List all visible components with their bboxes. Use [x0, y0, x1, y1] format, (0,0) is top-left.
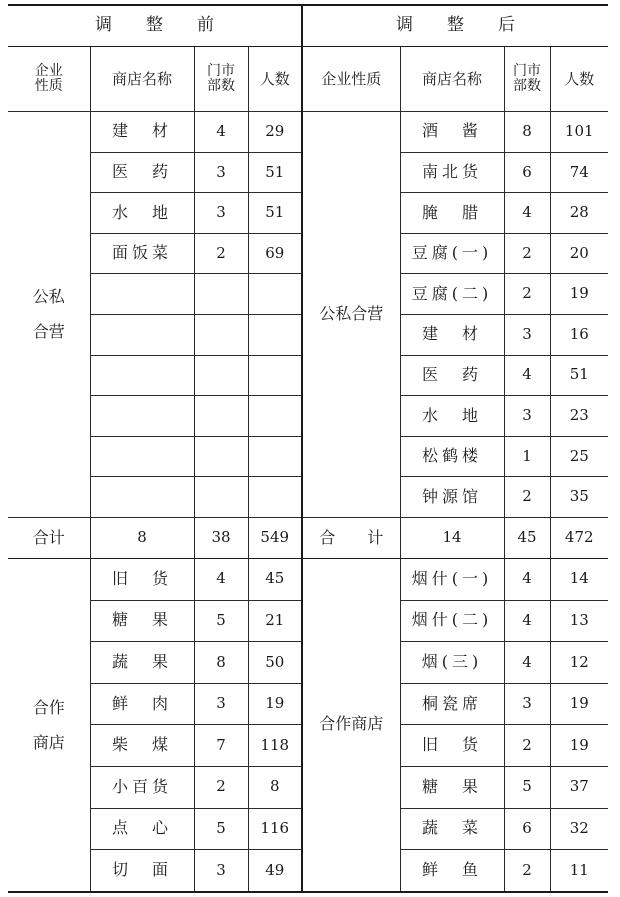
- empty-cell: [194, 314, 248, 355]
- total-stores-before: 38: [194, 517, 248, 558]
- shop-name: 水 地: [400, 396, 504, 437]
- col-shop-name-before: 商店名称: [90, 47, 194, 112]
- store-count: 3: [194, 152, 248, 193]
- store-count: 4: [504, 642, 550, 684]
- store-count: 2: [504, 274, 550, 315]
- people-count: 13: [550, 600, 608, 642]
- empty-cell: [248, 436, 302, 477]
- empty-cell: [194, 436, 248, 477]
- shop-name: 点 心: [90, 808, 194, 850]
- people-count: 101: [550, 112, 608, 153]
- shop-name: 建 材: [400, 314, 504, 355]
- store-count: 2: [504, 725, 550, 767]
- people-count: 118: [248, 725, 302, 767]
- shop-name: 松鹤楼: [400, 436, 504, 477]
- table-row: [8, 558, 608, 600]
- people-count: 32: [550, 808, 608, 850]
- store-count: 3: [194, 193, 248, 234]
- shop-name: 腌 腊: [400, 193, 504, 234]
- total-stores-after: 45: [504, 517, 550, 558]
- empty-cell: [90, 436, 194, 477]
- people-count: 16: [550, 314, 608, 355]
- shop-name: 鲜 鱼: [400, 850, 504, 892]
- total-people-after: 472: [550, 517, 608, 558]
- people-count: 21: [248, 600, 302, 642]
- store-count: 2: [194, 233, 248, 274]
- group-coop-before: [8, 558, 90, 891]
- shop-name: 面饭菜: [90, 233, 194, 274]
- shop-name: 旧 货: [400, 725, 504, 767]
- group-coop-before-label: 合作商店: [32, 697, 65, 752]
- col-stores-before: [194, 47, 248, 112]
- shop-name: 桐瓷席: [400, 683, 504, 725]
- empty-cell: [194, 477, 248, 518]
- store-count: 2: [504, 233, 550, 274]
- people-count: 51: [248, 193, 302, 234]
- people-count: 45: [248, 558, 302, 600]
- empty-cell: [90, 396, 194, 437]
- store-count: 7: [194, 725, 248, 767]
- store-count: 1: [504, 436, 550, 477]
- col-stores-after: [504, 47, 550, 112]
- people-count: 49: [248, 850, 302, 892]
- shop-name: 烟什(二): [400, 600, 504, 642]
- empty-cell: [248, 477, 302, 518]
- total-label-before: 合计: [8, 517, 90, 558]
- store-count: 4: [194, 558, 248, 600]
- col-nature-before: [8, 47, 90, 112]
- empty-cell: [194, 274, 248, 315]
- store-count: 6: [504, 808, 550, 850]
- people-count: 8: [248, 766, 302, 808]
- empty-cell: [90, 477, 194, 518]
- shop-name: 医 药: [90, 152, 194, 193]
- col-stores-before-label: 门市部数: [207, 62, 235, 94]
- col-nature-after: 企业性质: [302, 47, 400, 112]
- people-count: 25: [550, 436, 608, 477]
- store-count: 3: [504, 314, 550, 355]
- section-header-row: [8, 5, 608, 47]
- shop-name: 烟(三): [400, 642, 504, 684]
- col-shop-name-after: 商店名称: [400, 47, 504, 112]
- store-count: 2: [194, 766, 248, 808]
- people-count: 51: [550, 355, 608, 396]
- empty-cell: [248, 274, 302, 315]
- people-count: 51: [248, 152, 302, 193]
- people-count: 37: [550, 766, 608, 808]
- empty-cell: [248, 314, 302, 355]
- empty-cell: [90, 355, 194, 396]
- shop-name: 鲜 肉: [90, 683, 194, 725]
- shop-name: 钟源馆: [400, 477, 504, 518]
- store-count: 3: [504, 683, 550, 725]
- people-count: 29: [248, 112, 302, 153]
- shop-name: 蔬 果: [90, 642, 194, 684]
- people-count: 19: [248, 683, 302, 725]
- adjustment-table: [8, 4, 608, 893]
- shop-name: 小百货: [90, 766, 194, 808]
- totals-row: [8, 517, 608, 558]
- people-count: 19: [550, 274, 608, 315]
- store-count: 2: [504, 850, 550, 892]
- col-stores-after-label: 门市部数: [513, 62, 541, 94]
- shop-name: 切 面: [90, 850, 194, 892]
- group-coop-after: 合作商店: [302, 558, 400, 891]
- empty-cell: [248, 355, 302, 396]
- shop-name: 蔬 菜: [400, 808, 504, 850]
- people-count: 19: [550, 683, 608, 725]
- shop-name: 南北货: [400, 152, 504, 193]
- people-count: 20: [550, 233, 608, 274]
- adjustment-table-page: [8, 4, 616, 893]
- shop-name: 酒 酱: [400, 112, 504, 153]
- store-count: 4: [504, 558, 550, 600]
- store-count: 8: [504, 112, 550, 153]
- empty-cell: [248, 396, 302, 437]
- shop-name: 水 地: [90, 193, 194, 234]
- people-count: 23: [550, 396, 608, 437]
- store-count: 5: [504, 766, 550, 808]
- store-count: 5: [194, 600, 248, 642]
- empty-cell: [194, 355, 248, 396]
- column-header-row: [8, 47, 608, 112]
- shop-name: 建 材: [90, 112, 194, 153]
- store-count: 3: [194, 850, 248, 892]
- shop-name: 糖 果: [90, 600, 194, 642]
- store-count: 8: [194, 642, 248, 684]
- store-count: 6: [504, 152, 550, 193]
- total-label-after: 合 计: [302, 517, 400, 558]
- shop-name: 糖 果: [400, 766, 504, 808]
- group-public-private-before-label: 公私合营: [32, 287, 65, 342]
- table-row: [8, 112, 608, 153]
- shop-name: 豆腐(二): [400, 274, 504, 315]
- empty-cell: [90, 274, 194, 315]
- shop-name: 医 药: [400, 355, 504, 396]
- people-count: 74: [550, 152, 608, 193]
- shop-name: 旧 货: [90, 558, 194, 600]
- col-people-before: 人数: [248, 47, 302, 112]
- store-count: 5: [194, 808, 248, 850]
- people-count: 35: [550, 477, 608, 518]
- people-count: 69: [248, 233, 302, 274]
- store-count: 3: [194, 683, 248, 725]
- shop-name: 烟什(一): [400, 558, 504, 600]
- people-count: 28: [550, 193, 608, 234]
- people-count: 50: [248, 642, 302, 684]
- header-after: 调 整 后: [302, 5, 608, 47]
- header-before: 调 整 前: [8, 5, 302, 47]
- total-shops-after: 14: [400, 517, 504, 558]
- group-public-private-after: 公私合营: [302, 112, 400, 518]
- empty-cell: [194, 396, 248, 437]
- shop-name: 柴 煤: [90, 725, 194, 767]
- people-count: 12: [550, 642, 608, 684]
- col-people-after: 人数: [550, 47, 608, 112]
- people-count: 116: [248, 808, 302, 850]
- people-count: 11: [550, 850, 608, 892]
- store-count: 2: [504, 477, 550, 518]
- total-people-before: 549: [248, 517, 302, 558]
- shop-name: 豆腐(一): [400, 233, 504, 274]
- people-count: 14: [550, 558, 608, 600]
- store-count: 4: [504, 193, 550, 234]
- empty-cell: [90, 314, 194, 355]
- total-shops-before: 8: [90, 517, 194, 558]
- people-count: 19: [550, 725, 608, 767]
- col-nature-before-label: 企业性质: [34, 62, 63, 94]
- store-count: 4: [504, 355, 550, 396]
- store-count: 4: [504, 600, 550, 642]
- store-count: 3: [504, 396, 550, 437]
- group-public-private-before: [8, 112, 90, 518]
- store-count: 4: [194, 112, 248, 153]
